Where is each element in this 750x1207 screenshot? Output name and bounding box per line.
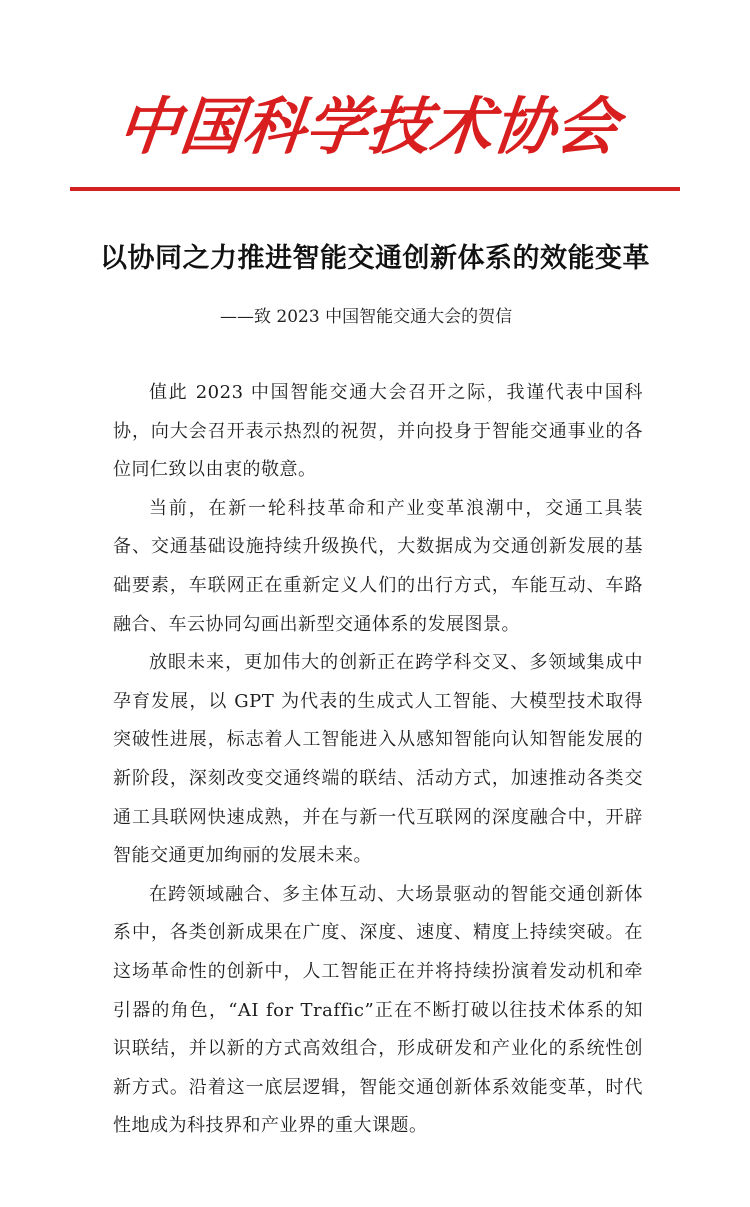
- logo-char: 协: [489, 90, 560, 163]
- paragraph: 在跨领域融合、多主体互动、大场景驱动的智能交通创新体系中，各类创新成果在广度、深度、速度、精度上持续突破。在这场革命性的创新中，人工智能正在并将持续扮演着发动机和牵引器的角色，“AI for Traffic”正在不断打破以往技术体系的知识联结，并以新的方式高效组合，形成研发和产业化的系统性创新方式。沿着这一底层逻辑，智能交通创新体系效能变革，时代性地成为科技界和产业界的重大课题。: [113, 883, 643, 1137]
- logo-char: 技: [364, 90, 435, 163]
- document-subtitle: ——致 2023 中国智能交通大会的贺信: [220, 307, 513, 327]
- logo-char: 中: [114, 90, 184, 163]
- logo-char: 会: [552, 90, 622, 163]
- paragraph: 放眼未来，更加伟大的创新正在跨学科交叉、多领域集成中孕育发展，以 GPT 为代表的生成式人工智能、大模型技术取得突破性进展，标志着人工智能进入从感知智能向认知智能发展的新阶段，深刻改变交通终端的联结、活动方式，加速推动各类交通工具联网快速成熟，并在与新一代互联网的深度融合中，开辟智能交通更加绚丽的发展未来。: [113, 652, 643, 867]
- paragraph: 当前，在新一轮科技革命和产业变革浪潮中，交通工具装备、交通基础设施持续升级换代，大数据成为交通创新发展的基础要素，车联网正在重新定义人们的出行方式，车能互动、车路融合、车云协同勾画出新型交通体系的发展图景。: [113, 497, 643, 635]
- letterhead-divider: [70, 187, 680, 191]
- logo-char: 术: [427, 90, 497, 163]
- logo-char: 国: [176, 90, 247, 163]
- organization-logo: [113, 82, 622, 172]
- letter-body: [113, 374, 643, 1146]
- paragraph: 值此 2023 中国智能交通大会召开之际，我谨代表中国科协，向大会召开表示热烈的祝贺，并向投身于智能交通事业的各位同仁致以由衷的敬意。: [113, 382, 643, 481]
- document-title: 以协同之力推进智能交通创新体系的效能变革: [100, 243, 650, 274]
- logo-char: 学: [301, 90, 372, 163]
- letterhead: [0, 0, 750, 200]
- logo-char: 科: [239, 90, 310, 163]
